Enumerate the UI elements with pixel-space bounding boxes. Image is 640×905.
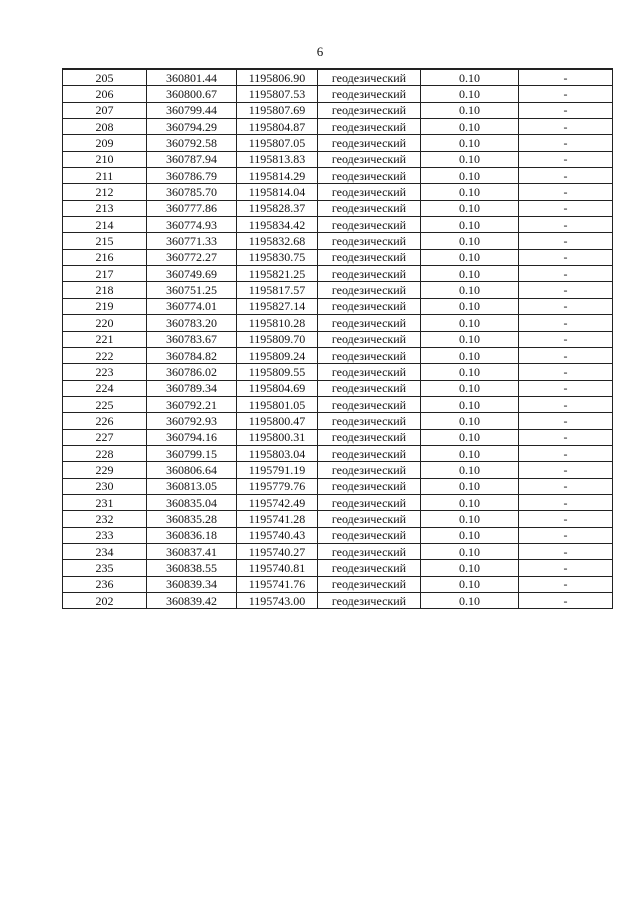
point-number-cell: 207 — [63, 102, 147, 118]
y-coordinate-cell: 1195801.05 — [237, 396, 318, 412]
coordinates-table — [62, 68, 613, 609]
accuracy-cell: 0.10 — [421, 478, 519, 494]
x-coordinate-cell: 360839.42 — [147, 593, 237, 609]
description-cell: - — [519, 527, 613, 543]
y-coordinate-cell: 1195779.76 — [237, 478, 318, 494]
accuracy-cell: 0.10 — [421, 119, 519, 135]
description-cell: - — [519, 69, 613, 86]
table-row — [63, 69, 613, 86]
description-cell: - — [519, 282, 613, 298]
description-cell: - — [519, 593, 613, 609]
table-row — [63, 364, 613, 380]
x-coordinate-cell: 360800.67 — [147, 86, 237, 102]
y-coordinate-cell: 1195741.28 — [237, 511, 318, 527]
table-row — [63, 298, 613, 314]
x-coordinate-cell: 360839.34 — [147, 576, 237, 592]
x-coordinate-cell: 360771.33 — [147, 233, 237, 249]
method-cell: геодезический — [318, 380, 421, 396]
table-row — [63, 315, 613, 331]
description-cell: - — [519, 315, 613, 331]
accuracy-cell: 0.10 — [421, 69, 519, 86]
x-coordinate-cell: 360792.93 — [147, 413, 237, 429]
accuracy-cell: 0.10 — [421, 543, 519, 559]
method-cell: геодезический — [318, 266, 421, 282]
point-number-cell: 202 — [63, 593, 147, 609]
point-number-cell: 236 — [63, 576, 147, 592]
y-coordinate-cell: 1195828.37 — [237, 200, 318, 216]
description-cell: - — [519, 347, 613, 363]
accuracy-cell: 0.10 — [421, 494, 519, 510]
accuracy-cell: 0.10 — [421, 593, 519, 609]
description-cell: - — [519, 266, 613, 282]
x-coordinate-cell: 360835.04 — [147, 494, 237, 510]
description-cell: - — [519, 429, 613, 445]
y-coordinate-cell: 1195740.43 — [237, 527, 318, 543]
table-row — [63, 527, 613, 543]
table-row — [63, 217, 613, 233]
table-row — [63, 282, 613, 298]
method-cell: геодезический — [318, 543, 421, 559]
accuracy-cell: 0.10 — [421, 200, 519, 216]
description-cell: - — [519, 298, 613, 314]
y-coordinate-cell: 1195807.53 — [237, 86, 318, 102]
description-cell: - — [519, 233, 613, 249]
description-cell: - — [519, 119, 613, 135]
point-number-cell: 226 — [63, 413, 147, 429]
y-coordinate-cell: 1195803.04 — [237, 445, 318, 461]
x-coordinate-cell: 360794.29 — [147, 119, 237, 135]
table-row — [63, 494, 613, 510]
y-coordinate-cell: 1195800.31 — [237, 429, 318, 445]
table-row — [63, 168, 613, 184]
y-coordinate-cell: 1195791.19 — [237, 462, 318, 478]
accuracy-cell: 0.10 — [421, 249, 519, 265]
accuracy-cell: 0.10 — [421, 151, 519, 167]
point-number-cell: 230 — [63, 478, 147, 494]
point-number-cell: 227 — [63, 429, 147, 445]
accuracy-cell: 0.10 — [421, 380, 519, 396]
accuracy-cell: 0.10 — [421, 413, 519, 429]
x-coordinate-cell: 360783.67 — [147, 331, 237, 347]
point-number-cell: 234 — [63, 543, 147, 559]
x-coordinate-cell: 360774.01 — [147, 298, 237, 314]
description-cell: - — [519, 135, 613, 151]
accuracy-cell: 0.10 — [421, 233, 519, 249]
method-cell: геодезический — [318, 478, 421, 494]
x-coordinate-cell: 360783.20 — [147, 315, 237, 331]
method-cell: геодезический — [318, 445, 421, 461]
method-cell: геодезический — [318, 560, 421, 576]
description-cell: - — [519, 102, 613, 118]
x-coordinate-cell: 360801.44 — [147, 69, 237, 86]
point-number-cell: 212 — [63, 184, 147, 200]
x-coordinate-cell: 360787.94 — [147, 151, 237, 167]
x-coordinate-cell: 360799.44 — [147, 102, 237, 118]
y-coordinate-cell: 1195807.05 — [237, 135, 318, 151]
x-coordinate-cell: 360751.25 — [147, 282, 237, 298]
point-number-cell: 214 — [63, 217, 147, 233]
method-cell: геодезический — [318, 119, 421, 135]
method-cell: геодезический — [318, 249, 421, 265]
method-cell: геодезический — [318, 69, 421, 86]
description-cell: - — [519, 413, 613, 429]
accuracy-cell: 0.10 — [421, 429, 519, 445]
y-coordinate-cell: 1195810.28 — [237, 315, 318, 331]
table-row — [63, 462, 613, 478]
table-row — [63, 200, 613, 216]
y-coordinate-cell: 1195809.55 — [237, 364, 318, 380]
x-coordinate-cell: 360785.70 — [147, 184, 237, 200]
point-number-cell: 210 — [63, 151, 147, 167]
accuracy-cell: 0.10 — [421, 576, 519, 592]
accuracy-cell: 0.10 — [421, 298, 519, 314]
y-coordinate-cell: 1195806.90 — [237, 69, 318, 86]
method-cell: геодезический — [318, 151, 421, 167]
method-cell: геодезический — [318, 184, 421, 200]
point-number-cell: 224 — [63, 380, 147, 396]
y-coordinate-cell: 1195827.14 — [237, 298, 318, 314]
description-cell: - — [519, 217, 613, 233]
description-cell: - — [519, 462, 613, 478]
accuracy-cell: 0.10 — [421, 102, 519, 118]
method-cell: геодезический — [318, 168, 421, 184]
coordinates-table-body — [63, 69, 613, 609]
x-coordinate-cell: 360837.41 — [147, 543, 237, 559]
point-number-cell: 205 — [63, 69, 147, 86]
description-cell: - — [519, 396, 613, 412]
point-number-cell: 213 — [63, 200, 147, 216]
method-cell: геодезический — [318, 511, 421, 527]
method-cell: геодезический — [318, 429, 421, 445]
accuracy-cell: 0.10 — [421, 462, 519, 478]
description-cell: - — [519, 86, 613, 102]
page-number: 6 — [316, 44, 324, 59]
accuracy-cell: 0.10 — [421, 86, 519, 102]
method-cell: геодезический — [318, 298, 421, 314]
y-coordinate-cell: 1195814.29 — [237, 168, 318, 184]
table-row — [63, 135, 613, 151]
description-cell: - — [519, 380, 613, 396]
y-coordinate-cell: 1195809.70 — [237, 331, 318, 347]
y-coordinate-cell: 1195740.81 — [237, 560, 318, 576]
x-coordinate-cell: 360792.21 — [147, 396, 237, 412]
x-coordinate-cell: 360789.34 — [147, 380, 237, 396]
x-coordinate-cell: 360799.15 — [147, 445, 237, 461]
method-cell: геодезический — [318, 315, 421, 331]
table-row — [63, 233, 613, 249]
accuracy-cell: 0.10 — [421, 168, 519, 184]
x-coordinate-cell: 360813.05 — [147, 478, 237, 494]
accuracy-cell: 0.10 — [421, 560, 519, 576]
point-number-cell: 215 — [63, 233, 147, 249]
accuracy-cell: 0.10 — [421, 347, 519, 363]
description-cell: - — [519, 200, 613, 216]
x-coordinate-cell: 360786.79 — [147, 168, 237, 184]
y-coordinate-cell: 1195821.25 — [237, 266, 318, 282]
point-number-cell: 219 — [63, 298, 147, 314]
point-number-cell: 208 — [63, 119, 147, 135]
method-cell: геодезический — [318, 576, 421, 592]
point-number-cell: 216 — [63, 249, 147, 265]
x-coordinate-cell: 360792.58 — [147, 135, 237, 151]
description-cell: - — [519, 445, 613, 461]
table-row — [63, 576, 613, 592]
description-cell: - — [519, 494, 613, 510]
point-number-cell: 233 — [63, 527, 147, 543]
table-row — [63, 543, 613, 559]
x-coordinate-cell: 360838.55 — [147, 560, 237, 576]
accuracy-cell: 0.10 — [421, 527, 519, 543]
x-coordinate-cell: 360835.28 — [147, 511, 237, 527]
method-cell: геодезический — [318, 217, 421, 233]
description-cell: - — [519, 249, 613, 265]
table-row — [63, 478, 613, 494]
accuracy-cell: 0.10 — [421, 217, 519, 233]
accuracy-cell: 0.10 — [421, 396, 519, 412]
y-coordinate-cell: 1195807.69 — [237, 102, 318, 118]
table-row — [63, 331, 613, 347]
table-row — [63, 380, 613, 396]
description-cell: - — [519, 168, 613, 184]
method-cell: геодезический — [318, 135, 421, 151]
table-row — [63, 396, 613, 412]
x-coordinate-cell: 360784.82 — [147, 347, 237, 363]
table-row — [63, 86, 613, 102]
table-row — [63, 184, 613, 200]
table-row — [63, 511, 613, 527]
x-coordinate-cell: 360786.02 — [147, 364, 237, 380]
x-coordinate-cell: 360806.64 — [147, 462, 237, 478]
accuracy-cell: 0.10 — [421, 266, 519, 282]
y-coordinate-cell: 1195740.27 — [237, 543, 318, 559]
method-cell: геодезический — [318, 364, 421, 380]
accuracy-cell: 0.10 — [421, 184, 519, 200]
method-cell: геодезический — [318, 593, 421, 609]
point-number-cell: 228 — [63, 445, 147, 461]
description-cell: - — [519, 543, 613, 559]
table-row — [63, 445, 613, 461]
y-coordinate-cell: 1195813.83 — [237, 151, 318, 167]
y-coordinate-cell: 1195804.69 — [237, 380, 318, 396]
method-cell: геодезический — [318, 527, 421, 543]
method-cell: геодезический — [318, 282, 421, 298]
x-coordinate-cell: 360794.16 — [147, 429, 237, 445]
point-number-cell: 225 — [63, 396, 147, 412]
y-coordinate-cell: 1195742.49 — [237, 494, 318, 510]
method-cell: геодезический — [318, 331, 421, 347]
description-cell: - — [519, 560, 613, 576]
y-coordinate-cell: 1195741.76 — [237, 576, 318, 592]
point-number-cell: 211 — [63, 168, 147, 184]
description-cell: - — [519, 331, 613, 347]
method-cell: геодезический — [318, 413, 421, 429]
table-row — [63, 151, 613, 167]
point-number-cell: 220 — [63, 315, 147, 331]
accuracy-cell: 0.10 — [421, 364, 519, 380]
y-coordinate-cell: 1195814.04 — [237, 184, 318, 200]
method-cell: геодезический — [318, 462, 421, 478]
point-number-cell: 231 — [63, 494, 147, 510]
description-cell: - — [519, 511, 613, 527]
method-cell: геодезический — [318, 102, 421, 118]
accuracy-cell: 0.10 — [421, 511, 519, 527]
accuracy-cell: 0.10 — [421, 315, 519, 331]
y-coordinate-cell: 1195800.47 — [237, 413, 318, 429]
description-cell: - — [519, 184, 613, 200]
point-number-cell: 217 — [63, 266, 147, 282]
point-number-cell: 206 — [63, 86, 147, 102]
x-coordinate-cell: 360836.18 — [147, 527, 237, 543]
x-coordinate-cell: 360749.69 — [147, 266, 237, 282]
description-cell: - — [519, 364, 613, 380]
point-number-cell: 235 — [63, 560, 147, 576]
y-coordinate-cell: 1195817.57 — [237, 282, 318, 298]
method-cell: геодезический — [318, 86, 421, 102]
point-number-cell: 232 — [63, 511, 147, 527]
method-cell: геодезический — [318, 347, 421, 363]
point-number-cell: 223 — [63, 364, 147, 380]
point-number-cell: 209 — [63, 135, 147, 151]
x-coordinate-cell: 360774.93 — [147, 217, 237, 233]
point-number-cell: 222 — [63, 347, 147, 363]
table-row — [63, 429, 613, 445]
y-coordinate-cell: 1195743.00 — [237, 593, 318, 609]
x-coordinate-cell: 360777.86 — [147, 200, 237, 216]
y-coordinate-cell: 1195804.87 — [237, 119, 318, 135]
table-row — [63, 560, 613, 576]
point-number-cell: 218 — [63, 282, 147, 298]
x-coordinate-cell: 360772.27 — [147, 249, 237, 265]
method-cell: геодезический — [318, 396, 421, 412]
description-cell: - — [519, 478, 613, 494]
accuracy-cell: 0.10 — [421, 282, 519, 298]
description-cell: - — [519, 151, 613, 167]
method-cell: геодезический — [318, 200, 421, 216]
y-coordinate-cell: 1195832.68 — [237, 233, 318, 249]
point-number-cell: 229 — [63, 462, 147, 478]
y-coordinate-cell: 1195809.24 — [237, 347, 318, 363]
table-row — [63, 119, 613, 135]
accuracy-cell: 0.10 — [421, 331, 519, 347]
accuracy-cell: 0.10 — [421, 445, 519, 461]
accuracy-cell: 0.10 — [421, 135, 519, 151]
method-cell: геодезический — [318, 233, 421, 249]
table-row — [63, 102, 613, 118]
description-cell: - — [519, 576, 613, 592]
table-row — [63, 347, 613, 363]
table-row — [63, 413, 613, 429]
table-row — [63, 266, 613, 282]
y-coordinate-cell: 1195830.75 — [237, 249, 318, 265]
y-coordinate-cell: 1195834.42 — [237, 217, 318, 233]
table-row — [63, 593, 613, 609]
method-cell: геодезический — [318, 494, 421, 510]
point-number-cell: 221 — [63, 331, 147, 347]
table-row — [63, 249, 613, 265]
